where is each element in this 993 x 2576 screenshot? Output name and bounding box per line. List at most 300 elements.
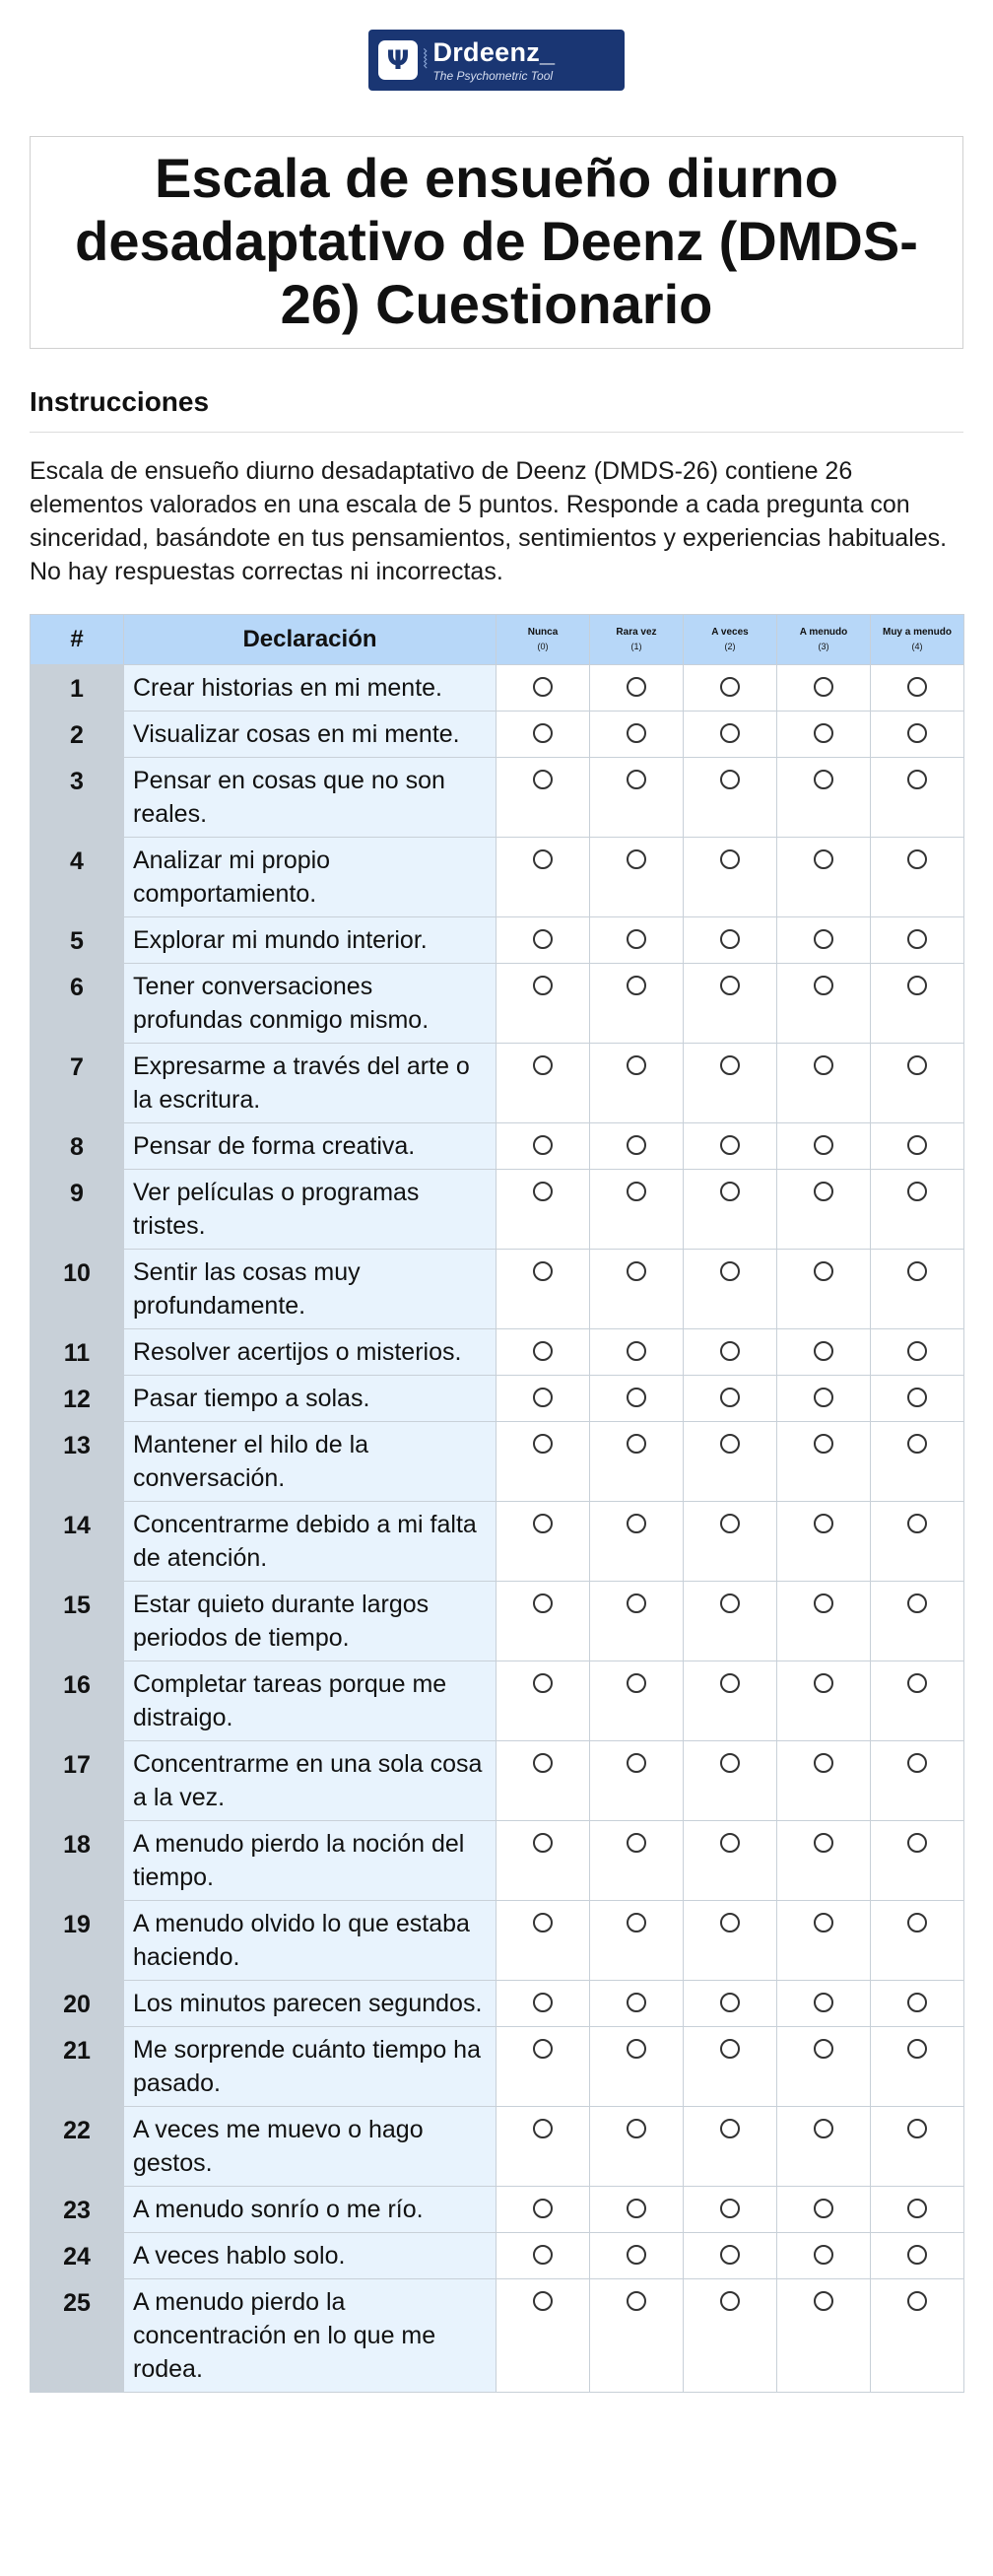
item-statement: Tener conversaciones profundas conmigo mismo.: [124, 964, 496, 1044]
radio-button[interactable]: [907, 2039, 927, 2059]
option-cell: [777, 838, 871, 917]
option-cell: [684, 1044, 777, 1123]
item-number: 14: [31, 1502, 124, 1582]
radio-button[interactable]: [533, 723, 553, 743]
option-cell: [684, 838, 777, 917]
table-row: [31, 712, 964, 758]
radio-button[interactable]: [533, 2039, 553, 2059]
radio-button[interactable]: [814, 1341, 833, 1361]
radio-button[interactable]: [814, 1261, 833, 1281]
radio-button[interactable]: [627, 1388, 646, 1407]
item-statement: Analizar mi propio comportamiento.: [124, 838, 496, 917]
table-row: [31, 964, 964, 1044]
item-number: 1: [31, 665, 124, 712]
option-cell: [684, 1422, 777, 1502]
radio-button[interactable]: [907, 677, 927, 697]
option-label: A veces: [711, 627, 749, 638]
radio-button[interactable]: [814, 849, 833, 869]
option-cell: [871, 1741, 964, 1821]
radio-button[interactable]: [814, 2291, 833, 2311]
item-number: 8: [31, 1123, 124, 1170]
item-statement: Mantener el hilo de la conversación.: [124, 1422, 496, 1502]
radio-button[interactable]: [627, 723, 646, 743]
table-row: [31, 2187, 964, 2233]
option-cell: [777, 1250, 871, 1329]
radio-button[interactable]: [720, 1593, 740, 1613]
radio-button[interactable]: [720, 1673, 740, 1693]
table-row: [31, 1981, 964, 2027]
number-header: #: [31, 615, 124, 665]
option-cell: [496, 2187, 590, 2233]
option-cell: [871, 2107, 964, 2187]
radio-button[interactable]: [720, 1913, 740, 1932]
radio-button[interactable]: [907, 976, 927, 995]
radio-button[interactable]: [533, 976, 553, 995]
item-number: 17: [31, 1741, 124, 1821]
radio-button[interactable]: [533, 1261, 553, 1281]
option-label: A menudo: [799, 627, 848, 638]
radio-button[interactable]: [627, 976, 646, 995]
item-number: 5: [31, 917, 124, 964]
radio-button[interactable]: [814, 1593, 833, 1613]
table-row: [31, 1044, 964, 1123]
radio-button[interactable]: [814, 1753, 833, 1773]
radio-button[interactable]: [627, 2245, 646, 2265]
logo-text: [432, 36, 556, 83]
option-label: Nunca: [527, 627, 559, 638]
item-statement: A veces hablo solo.: [124, 2233, 496, 2279]
title-box: [30, 136, 963, 349]
item-statement: Pensar de forma creativa.: [124, 1123, 496, 1170]
radio-button[interactable]: [814, 929, 833, 949]
table-row: [31, 1422, 964, 1502]
item-number: 21: [31, 2027, 124, 2107]
item-statement: Concentrarme en una sola cosa a la vez.: [124, 1741, 496, 1821]
option-cell: [590, 1901, 684, 1981]
item-statement: Los minutos parecen segundos.: [124, 1981, 496, 2027]
table-row: [31, 1502, 964, 1582]
radio-button[interactable]: [627, 1753, 646, 1773]
radio-button[interactable]: [907, 2291, 927, 2311]
option-cell: [496, 2279, 590, 2393]
option-cell: [496, 1329, 590, 1376]
item-number: 18: [31, 1821, 124, 1901]
table-row: [31, 758, 964, 838]
radio-button[interactable]: [814, 2199, 833, 2218]
option-cell: [777, 1502, 871, 1582]
item-number: 15: [31, 1582, 124, 1661]
radio-button[interactable]: [720, 2291, 740, 2311]
option-cell: [871, 712, 964, 758]
option-cell: [590, 2279, 684, 2393]
option-cell: [684, 1250, 777, 1329]
radio-button[interactable]: [814, 976, 833, 995]
radio-button[interactable]: [533, 1753, 553, 1773]
radio-button[interactable]: [907, 1135, 927, 1155]
option-cell: [496, 2027, 590, 2107]
radio-button[interactable]: [720, 849, 740, 869]
option-cell: [777, 758, 871, 838]
item-number: 24: [31, 2233, 124, 2279]
option-cell: [590, 712, 684, 758]
option-cell: [590, 758, 684, 838]
option-cell: [777, 1821, 871, 1901]
radio-button[interactable]: [627, 849, 646, 869]
option-cell: [777, 2107, 871, 2187]
radio-button[interactable]: [533, 1434, 553, 1454]
radio-button[interactable]: [907, 1055, 927, 1075]
option-cell: [871, 2233, 964, 2279]
option-cell: [496, 1582, 590, 1661]
table-row: [31, 917, 964, 964]
option-cell: [684, 964, 777, 1044]
option-cell: [871, 758, 964, 838]
option-cell: [590, 1981, 684, 2027]
option-header-a-menudo: [777, 615, 871, 665]
item-number: 16: [31, 1661, 124, 1741]
radio-button[interactable]: [533, 677, 553, 697]
option-cell: [590, 2233, 684, 2279]
item-number: 11: [31, 1329, 124, 1376]
radio-button[interactable]: [720, 2119, 740, 2138]
radio-button[interactable]: [720, 723, 740, 743]
table-row: [31, 665, 964, 712]
option-cell: [590, 1741, 684, 1821]
radio-button[interactable]: [814, 770, 833, 789]
option-cell: [496, 1741, 590, 1821]
item-number: 6: [31, 964, 124, 1044]
option-cell: [777, 1329, 871, 1376]
option-cell: [684, 1123, 777, 1170]
radio-button[interactable]: [627, 1593, 646, 1613]
option-cell: [496, 1502, 590, 1582]
radio-button[interactable]: [907, 2199, 927, 2218]
table-row: [31, 2279, 964, 2393]
radio-button[interactable]: [907, 1993, 927, 2012]
radio-button[interactable]: [533, 1913, 553, 1932]
option-cell: [496, 1044, 590, 1123]
option-cell: [590, 1044, 684, 1123]
item-number: 2: [31, 712, 124, 758]
option-header-a-veces: [684, 615, 777, 665]
radio-button[interactable]: [814, 1182, 833, 1201]
table-row: [31, 1661, 964, 1741]
radio-button[interactable]: [720, 1055, 740, 1075]
option-cell: [684, 1821, 777, 1901]
option-cell: [684, 1901, 777, 1981]
option-cell: [496, 1250, 590, 1329]
item-statement: Completar tareas porque me distraigo.: [124, 1661, 496, 1741]
item-number: 3: [31, 758, 124, 838]
option-cell: [684, 1661, 777, 1741]
radio-button[interactable]: [627, 2039, 646, 2059]
radio-button[interactable]: [720, 1341, 740, 1361]
radio-button[interactable]: [627, 2291, 646, 2311]
option-label: Rara vez: [616, 627, 657, 638]
radio-button[interactable]: [907, 2119, 927, 2138]
radio-button[interactable]: [907, 1593, 927, 1613]
option-cell: [871, 2279, 964, 2393]
radio-button[interactable]: [814, 723, 833, 743]
option-cell: [684, 758, 777, 838]
radio-button[interactable]: [814, 1833, 833, 1853]
option-cell: [496, 712, 590, 758]
radio-button[interactable]: [720, 1993, 740, 2012]
item-number: 9: [31, 1170, 124, 1250]
wave-icon: ⦚: [423, 44, 429, 75]
option-cell: [777, 2027, 871, 2107]
radio-button[interactable]: [814, 1514, 833, 1533]
table-row: [31, 1250, 964, 1329]
radio-button[interactable]: [720, 1182, 740, 1201]
option-cell: [871, 1376, 964, 1422]
option-header-muy-a-menudo: [871, 615, 964, 665]
item-statement: Me sorprende cuánto tiempo ha pasado.: [124, 2027, 496, 2107]
radio-button[interactable]: [814, 2245, 833, 2265]
option-cell: [871, 917, 964, 964]
radio-button[interactable]: [907, 929, 927, 949]
table-row: [31, 2107, 964, 2187]
radio-button[interactable]: [627, 1913, 646, 1932]
radio-button[interactable]: [814, 2039, 833, 2059]
radio-button[interactable]: [627, 1135, 646, 1155]
radio-button[interactable]: [627, 2119, 646, 2138]
option-cell: [871, 1044, 964, 1123]
option-cell: [777, 665, 871, 712]
radio-button[interactable]: [907, 1913, 927, 1932]
radio-button[interactable]: [720, 1753, 740, 1773]
radio-button[interactable]: [907, 1182, 927, 1201]
instructions-heading: Instrucciones: [30, 386, 963, 433]
radio-button[interactable]: [533, 2199, 553, 2218]
radio-button[interactable]: [814, 1434, 833, 1454]
radio-button[interactable]: [814, 1388, 833, 1407]
option-cell: [496, 1376, 590, 1422]
option-cell: [871, 964, 964, 1044]
radio-button[interactable]: [720, 976, 740, 995]
option-cell: [684, 917, 777, 964]
option-cell: [684, 1582, 777, 1661]
drdeenz-logo[interactable]: [368, 30, 625, 91]
radio-button[interactable]: [533, 849, 553, 869]
item-statement: A veces me muevo o hago gestos.: [124, 2107, 496, 2187]
radio-button[interactable]: [814, 677, 833, 697]
option-cell: [684, 1502, 777, 1582]
item-number: 19: [31, 1901, 124, 1981]
option-value: (0): [537, 642, 549, 651]
option-cell: [871, 1582, 964, 1661]
radio-button[interactable]: [533, 1055, 553, 1075]
radio-button[interactable]: [814, 1913, 833, 1932]
radio-button[interactable]: [533, 2245, 553, 2265]
logo-name: Drdeenz_: [432, 36, 556, 67]
option-header-nunca: [496, 615, 590, 665]
item-number: 22: [31, 2107, 124, 2187]
option-cell: [590, 1422, 684, 1502]
radio-button[interactable]: [533, 1593, 553, 1613]
option-cell: [871, 1123, 964, 1170]
item-number: 4: [31, 838, 124, 917]
option-cell: [590, 838, 684, 917]
option-cell: [590, 1376, 684, 1422]
radio-button[interactable]: [907, 1753, 927, 1773]
table-row: [31, 1821, 964, 1901]
option-cell: [871, 2187, 964, 2233]
item-number: 13: [31, 1422, 124, 1502]
option-cell: [871, 1502, 964, 1582]
radio-button[interactable]: [533, 1673, 553, 1693]
radio-button[interactable]: [814, 1135, 833, 1155]
radio-button[interactable]: [627, 2199, 646, 2218]
radio-button[interactable]: [720, 1135, 740, 1155]
radio-button[interactable]: [627, 770, 646, 789]
radio-button[interactable]: [907, 849, 927, 869]
option-cell: [684, 1741, 777, 1821]
option-cell: [777, 1741, 871, 1821]
radio-button[interactable]: [720, 2245, 740, 2265]
radio-button[interactable]: [533, 929, 553, 949]
option-cell: [590, 1821, 684, 1901]
radio-button[interactable]: [627, 1434, 646, 1454]
item-statement: Crear historias en mi mente.: [124, 665, 496, 712]
option-cell: [590, 1250, 684, 1329]
radio-button[interactable]: [720, 1833, 740, 1853]
radio-button[interactable]: [720, 2199, 740, 2218]
radio-button[interactable]: [907, 723, 927, 743]
item-number: 12: [31, 1376, 124, 1422]
radio-button[interactable]: [720, 1434, 740, 1454]
radio-button[interactable]: [627, 1341, 646, 1361]
radio-button[interactable]: [533, 2119, 553, 2138]
option-cell: [496, 1981, 590, 2027]
radio-button[interactable]: [533, 1135, 553, 1155]
item-number: 25: [31, 2279, 124, 2393]
option-cell: [871, 1250, 964, 1329]
table-row: [31, 1123, 964, 1170]
option-cell: [590, 1582, 684, 1661]
table-row: [31, 1901, 964, 1981]
radio-button[interactable]: [907, 1341, 927, 1361]
questionnaire-table: [30, 614, 964, 2393]
option-cell: [684, 1329, 777, 1376]
radio-button[interactable]: [533, 1514, 553, 1533]
radio-button[interactable]: [907, 1833, 927, 1853]
item-statement: Ver películas o programas tristes.: [124, 1170, 496, 1250]
item-statement: Pensar en cosas que no son reales.: [124, 758, 496, 838]
questionnaire-body: [31, 665, 964, 2393]
radio-button[interactable]: [533, 1388, 553, 1407]
item-statement: A menudo sonrío o me río.: [124, 2187, 496, 2233]
table-row: [31, 1329, 964, 1376]
option-cell: [777, 1901, 871, 1981]
table-header-row: [31, 615, 964, 665]
radio-button[interactable]: [720, 1388, 740, 1407]
radio-button[interactable]: [627, 1993, 646, 2012]
page-title: Escala de ensueño diurno desadaptativo de Deenz (DMDS-26) Cuestionario: [75, 147, 918, 335]
item-number: 20: [31, 1981, 124, 2027]
radio-button[interactable]: [907, 770, 927, 789]
option-cell: [684, 2233, 777, 2279]
option-cell: [684, 1981, 777, 2027]
item-statement: Pasar tiempo a solas.: [124, 1376, 496, 1422]
radio-button[interactable]: [627, 677, 646, 697]
option-cell: [590, 1661, 684, 1741]
option-cell: [590, 964, 684, 1044]
option-cell: [871, 665, 964, 712]
item-statement: Expresarme a través del arte o la escritura.: [124, 1044, 496, 1123]
radio-button[interactable]: [533, 1833, 553, 1853]
radio-button[interactable]: [720, 677, 740, 697]
radio-button[interactable]: [627, 1673, 646, 1693]
option-cell: [684, 665, 777, 712]
radio-button[interactable]: [627, 1514, 646, 1533]
option-cell: [496, 758, 590, 838]
radio-button[interactable]: [533, 1993, 553, 2012]
radio-button[interactable]: [907, 1673, 927, 1693]
option-cell: [590, 1329, 684, 1376]
option-cell: [871, 1821, 964, 1901]
radio-button[interactable]: [814, 1993, 833, 2012]
radio-button[interactable]: [627, 1833, 646, 1853]
option-cell: [777, 2187, 871, 2233]
radio-button[interactable]: [814, 1055, 833, 1075]
radio-button[interactable]: [533, 1182, 553, 1201]
option-cell: [590, 917, 684, 964]
radio-button[interactable]: [627, 1182, 646, 1201]
radio-button[interactable]: [720, 1514, 740, 1533]
option-cell: [684, 2187, 777, 2233]
radio-button[interactable]: [627, 1055, 646, 1075]
option-cell: [496, 1170, 590, 1250]
option-cell: [777, 2279, 871, 2393]
option-cell: [777, 917, 871, 964]
radio-button[interactable]: [907, 1388, 927, 1407]
radio-button[interactable]: [907, 1434, 927, 1454]
radio-button[interactable]: [533, 1341, 553, 1361]
logo-container: [0, 0, 993, 91]
radio-button[interactable]: [814, 1673, 833, 1693]
table-row: [31, 1170, 964, 1250]
option-value: (3): [818, 642, 829, 651]
radio-button[interactable]: [814, 2119, 833, 2138]
option-cell: [496, 665, 590, 712]
table-row: [31, 2233, 964, 2279]
psi-icon: Ψ: [378, 40, 418, 80]
radio-button[interactable]: [907, 1514, 927, 1533]
radio-button[interactable]: [720, 929, 740, 949]
option-cell: [871, 1981, 964, 2027]
radio-button[interactable]: [720, 2039, 740, 2059]
item-statement: Estar quieto durante largos periodos de tiempo.: [124, 1582, 496, 1661]
option-cell: [590, 665, 684, 712]
option-cell: [590, 1170, 684, 1250]
radio-button[interactable]: [627, 1261, 646, 1281]
option-cell: [496, 1821, 590, 1901]
radio-button[interactable]: [533, 770, 553, 789]
radio-button[interactable]: [533, 2291, 553, 2311]
option-cell: [777, 1044, 871, 1123]
radio-button[interactable]: [907, 2245, 927, 2265]
option-cell: [871, 1170, 964, 1250]
radio-button[interactable]: [907, 1261, 927, 1281]
radio-button[interactable]: [627, 929, 646, 949]
option-cell: [684, 712, 777, 758]
option-cell: [684, 2027, 777, 2107]
radio-button[interactable]: [720, 770, 740, 789]
radio-button[interactable]: [720, 1261, 740, 1281]
option-cell: [496, 2233, 590, 2279]
option-label: Muy a menudo: [882, 627, 952, 638]
